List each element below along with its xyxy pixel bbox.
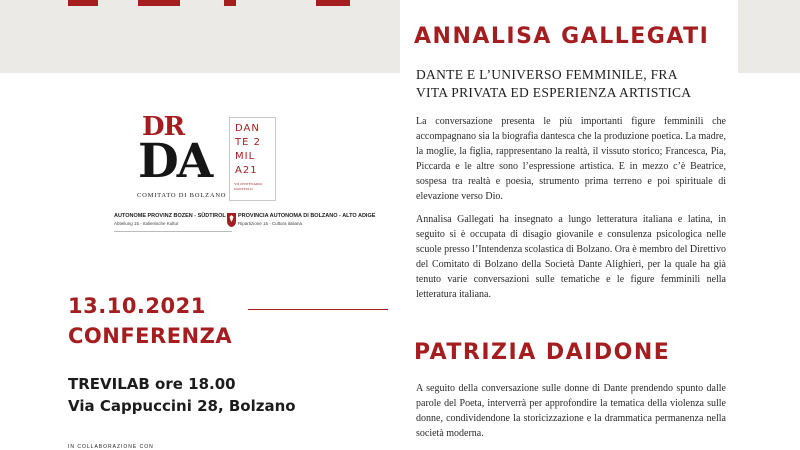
dante-logo-line: A21 [235,165,258,176]
deco-block [316,0,350,6]
province-de-name: AUTONOME PROVINZ BOZEN - SÜDTIROL [114,213,226,219]
province-de-dept: Abteilung 15 - Italienische Kultur [114,221,179,226]
deco-block [138,0,180,6]
deco-block [224,0,236,6]
speakers-column [400,0,738,450]
collaboration-label: IN COLLABORAZIONE CON [68,444,154,450]
province-divider [114,231,232,232]
event-address: Via Cappuccini 28, Bolzano [68,397,296,415]
dante-logo-footer: VII CENTENARIO DANTESCO [234,182,263,191]
logo-monogram: DR [142,112,185,142]
dante-logo-line: DAN [235,123,260,134]
deco-block [68,0,98,6]
speaker2-paragraph-1: A seguito della conversazione sulle donne di Dante prendendo spunto dalle parole del Poeta, interverrà per approfondire la tematica della violenza sulle donne, condividendone la storicizzazione e la drammatica permanenza nella società moderna. [416,383,726,439]
eagle-icon [227,213,236,227]
speaker1-talk-title [416,66,726,102]
speaker2-name: PATRIZIA DAIDONE [414,340,671,365]
province-it-block [238,213,376,226]
province-de-block [114,213,244,226]
speaker1-paragraph-1: La conversazione presenta le più importanti figure femminili che accompagnano sia la biografia dantesca che la produzione poetica. La madre, la moglie, la figlia, rappresentano la realtà, il vissuto storico; Francesca, Pia, Piccarda e le altre sono l’espressione artistica. E in mezzo c’è Beatrice, sospesa tra realtà e poesia, strumento prima terreno e poi spirituale di elevazione verso Dio. [416,116,726,202]
province-it-name: PROVINCIA AUTONOMA DI BOLZANO - ALTO ADIGE [238,213,376,219]
logo-caption: COMITATO DI BOLZANO [137,192,227,199]
talk-title-line: DANTE E L’UNIVERSO FEMMINILE, FRA [416,67,678,82]
date-divider [248,309,388,310]
speaker1-name: ANNALISA GALLEGATI [414,24,710,49]
dante-logo-line: MIL [235,151,256,162]
province-it-dept: Ripartizione 15 - Cultura italiana [238,221,303,226]
dante-logo-line: TE 2 [235,137,261,148]
talk-title-line: VITA PRIVATA ED ESPERIENZA ARTISTICA [416,85,692,100]
event-type: CONFERENZA [68,324,233,348]
event-date: 13.10.2021 [68,294,206,318]
logo-letters: DA [138,134,212,189]
dante-2021-logo [229,117,276,201]
event-venue-time: TREVILAB ore 18.00 [68,375,236,393]
speaker1-paragraph-2: Annalisa Gallegati ha insegnato a lungo letteratura italiana e latina, in seguito si è occupata di disagio giovanile e consulenza psicologica nelle scuole presso l’Intendenza scolastica di Bolzano. Ora è membro del Direttivo del Comitato di Bolzano della Società Dante Alighieri, per la quale ha già tenuto varie conversazioni sulle tematiche e le figure femminili nella letteratura italiana. [416,214,726,300]
